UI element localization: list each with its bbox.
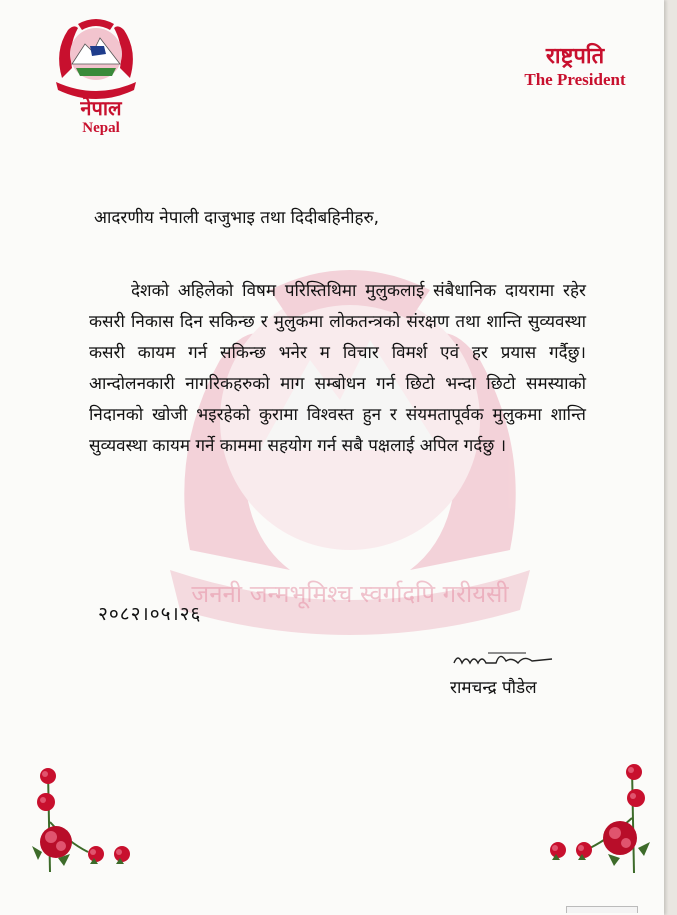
nepal-emblem-icon (52, 16, 140, 100)
office-title-nepali: राष्ट्रपति (545, 44, 605, 69)
rhododendron-icon (28, 762, 148, 882)
rhododendron-icon (540, 758, 660, 883)
emblem-motto: जननी जन्मभूमिश्च स्वर्गादपि गरीयसी (191, 580, 509, 608)
handwritten-signature-icon (448, 645, 558, 673)
letter-salutation: आदरणीय नेपाली दाजुभाइ तथा दिदीबहिनीहरु, (94, 208, 380, 228)
country-name-english: Nepal (82, 120, 120, 136)
signer-name: रामचन्द्र पौडेल (450, 678, 537, 698)
letter-body: देशको अहिलेको विषम परिस्तिथिमा मुलुकलाई संबैधानिक दायरामा रहेर कसरी निकास दिन सकिन्छ र मुलुकमा लोकतन्त्रको संरक्षण तथा शान्ति सुव्यवस्था कसरी कायम गर्न सकिन्छ भनेर म विचार विमर्श एवं हर प्रयास गर्दैछु। आन्दोलनकारी नागरिकहरुको माग सम्बोधन गर्न छिटो भन्दा छिटो समस्याको निदानको खोजी भइरहेको कुरामा विश्वस्त हुन र संयमतापूर्वक मुलुकमा शान्ति सुव्यवस्था कायम गर्ने काममा सहयोग गर्न सबै पक्षलाई अपिल गर्दछु । (89, 281, 586, 456)
letter-date: २०८२।०५।२६ (98, 603, 202, 625)
office-title-english: The President (524, 70, 626, 89)
country-name-nepali: नेपाल (80, 96, 122, 120)
scroll-indicator (566, 906, 638, 913)
